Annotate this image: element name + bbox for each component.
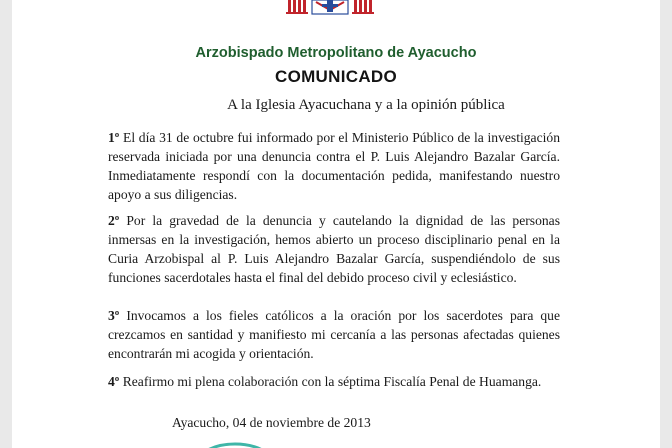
paragraph-number: 2º xyxy=(108,213,120,228)
archdiocese-crest-icon xyxy=(270,0,390,16)
paragraph-number: 1º xyxy=(108,130,120,145)
paragraph-3 xyxy=(108,306,560,363)
paragraph-1 xyxy=(108,128,560,204)
organization-name: Arzobispado Metropolitano de Ayacucho xyxy=(195,45,477,61)
paragraph-2 xyxy=(108,211,560,287)
paragraph-text: Reafirmo mi plena colaboración con la séptima Fiscalía Penal de Huamanga. xyxy=(122,374,542,389)
paragraph-text: Por la gravedad de la denuncia y cautelando la dignidad de las personas inmersas en la investigación, hemos abierto un proceso disciplinario penal en la Curia Arzobispal al P. Luis Alejandro Bazalar García, suspendiéndolo de sus funciones sacerdotales hasta el final del debido proceso civil y eclesiástico. xyxy=(108,213,560,285)
addressee-line: A la Iglesia Ayacuchana y a la opinión pública xyxy=(227,97,505,113)
paragraph-text: El día 31 de octubre fui informado por el Ministerio Público de la investigación reservada iniciada por una denuncia contra el P. Luis Alejandro Bazalar García. Inmediatamente respondí con la documentación pedida, manifestando nuestro apoyo a sus diligencias. xyxy=(108,130,560,202)
paragraph-number: 4º xyxy=(108,374,120,389)
place-date: Ayacucho, 04 de noviembre de 2013 xyxy=(172,415,371,430)
paragraph-text: Invocamos a los fieles católicos a la oración por los sacerdotes para que crezcamos en santidad y manifiesto mi cercanía a las personas afectadas quienes encontrarán mi acogida y orientación. xyxy=(108,308,560,361)
paragraph-4 xyxy=(108,372,560,391)
paragraph-number: 3º xyxy=(108,308,120,323)
document-title: COMUNICADO xyxy=(275,67,397,86)
official-seal-icon xyxy=(190,436,280,448)
